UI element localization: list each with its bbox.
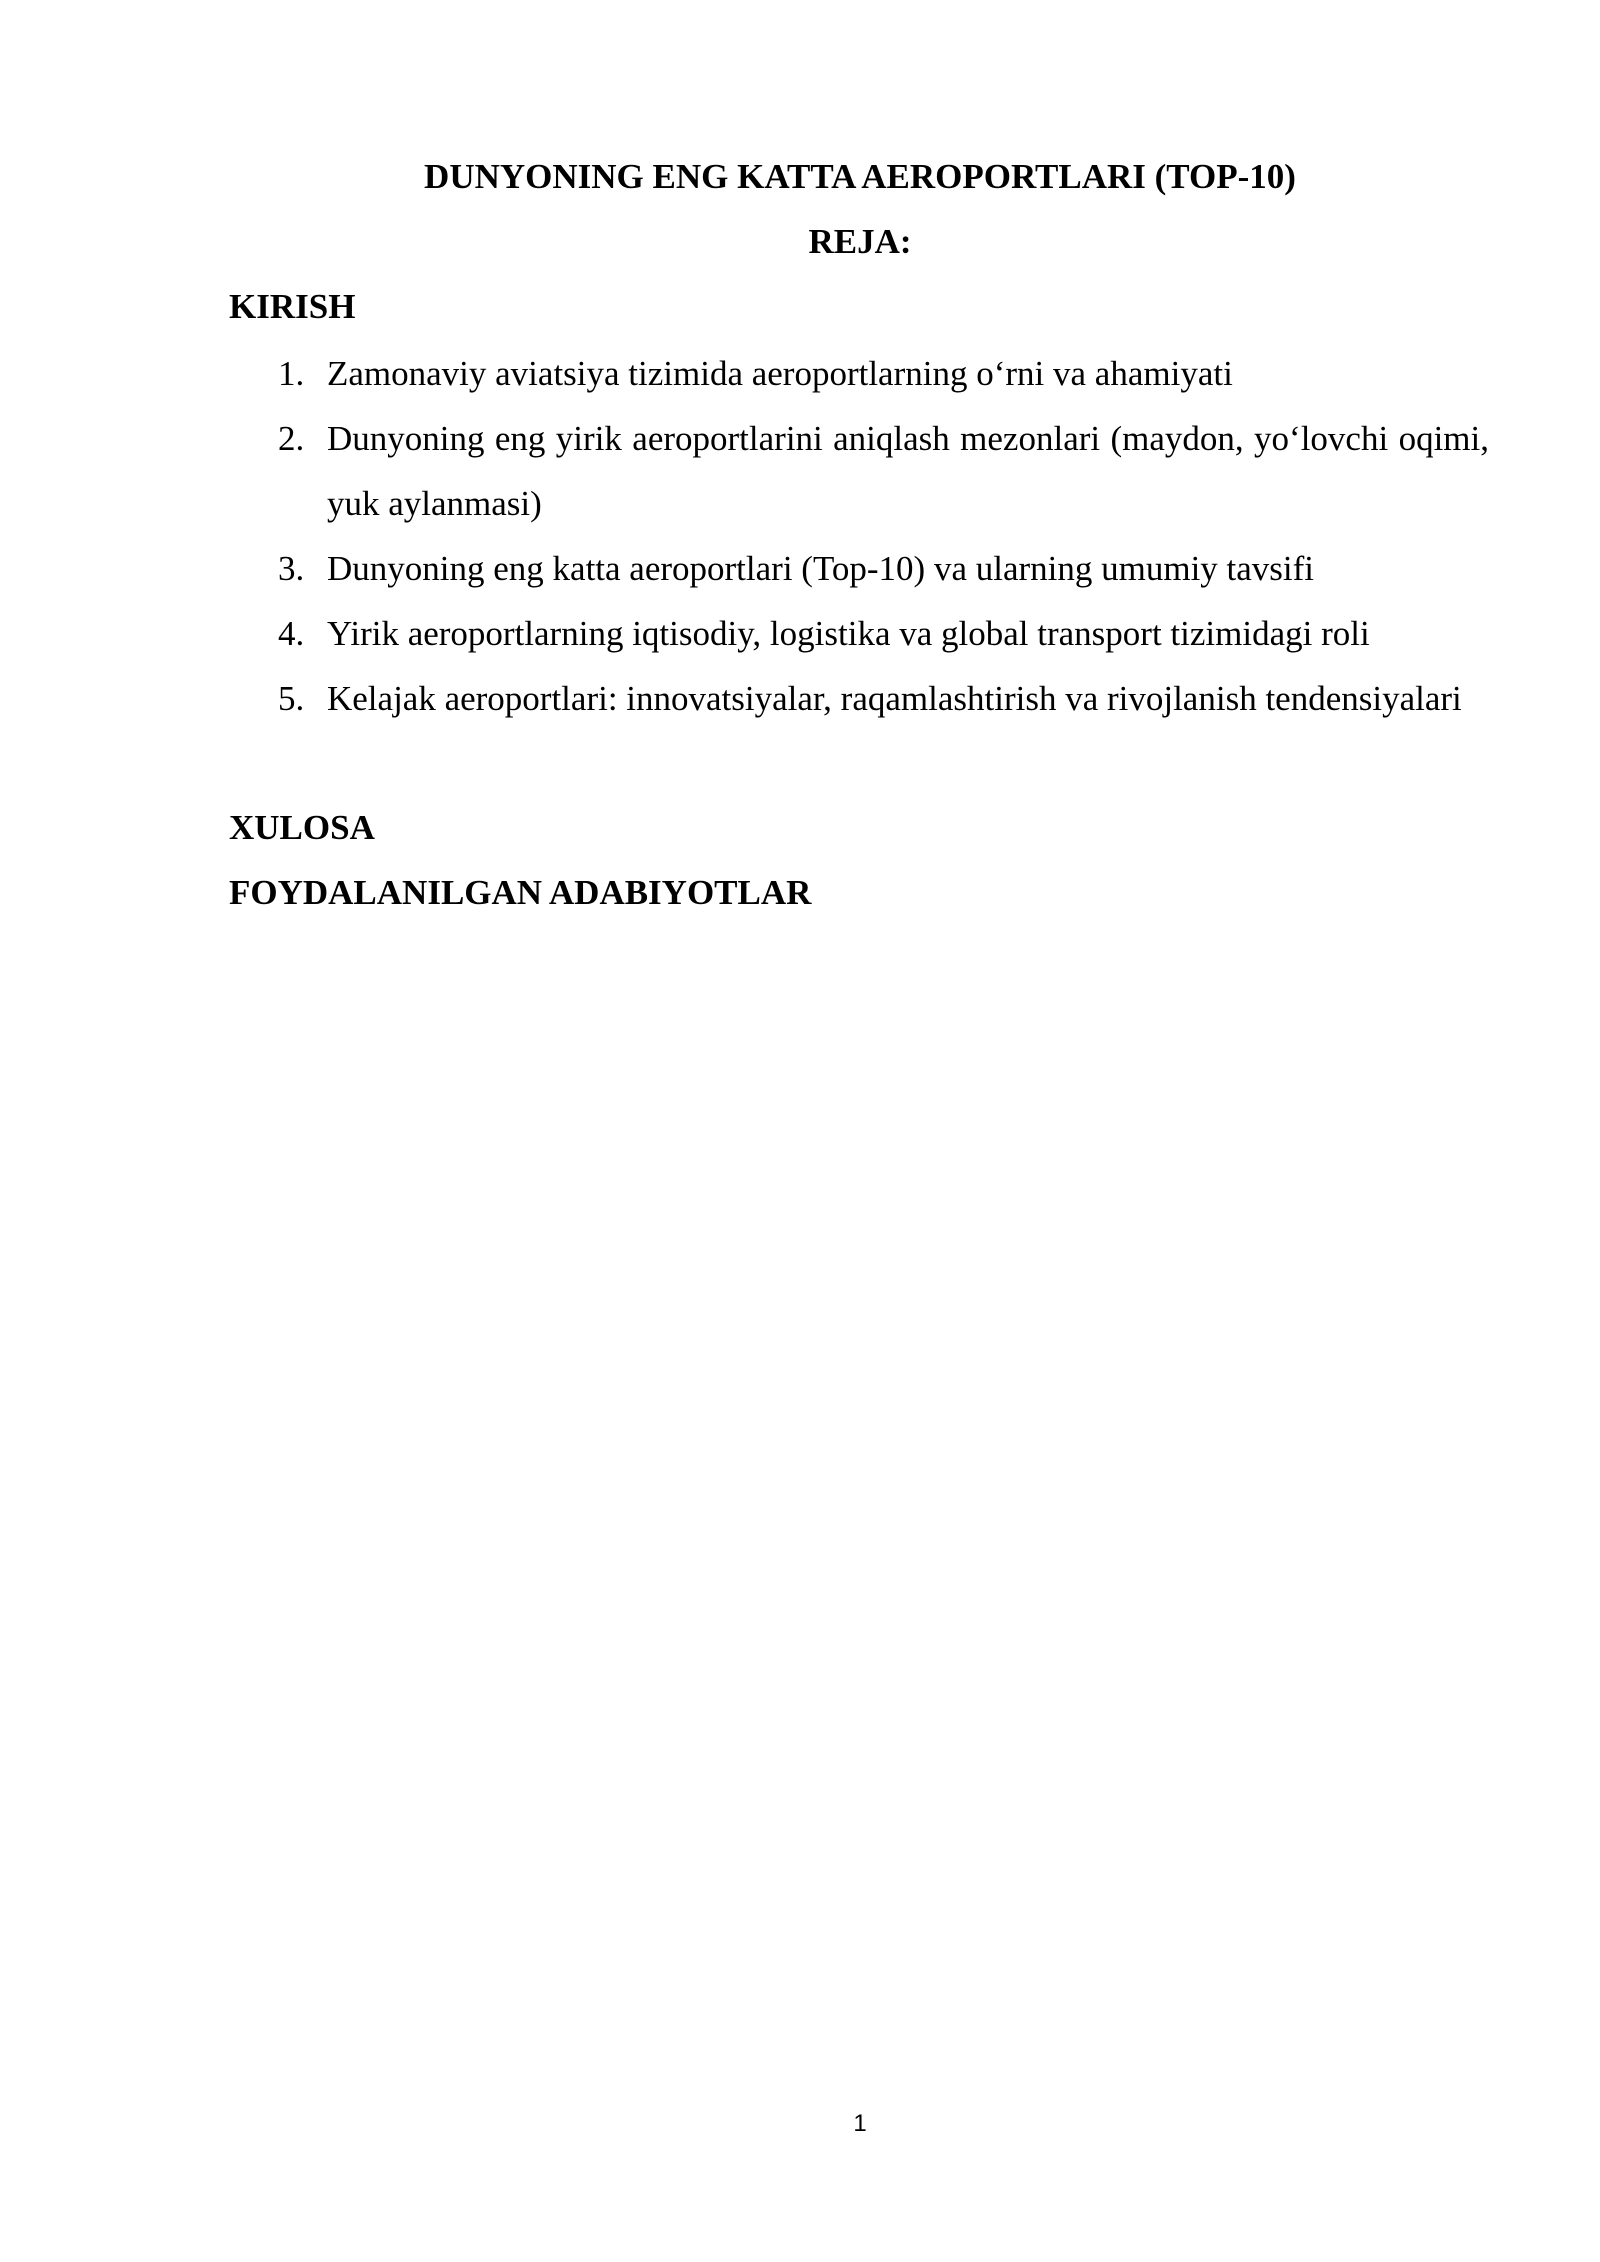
plan-heading: REJA: <box>808 222 912 261</box>
plan-item <box>229 341 1489 406</box>
plan-item-text: Zamonaviy aviatsiya tizimida aeroportlarning o‘rni va ahamiyati <box>327 354 1233 393</box>
plan-item-number: 4. <box>278 614 305 653</box>
plan-item-number: 1. <box>278 354 305 393</box>
plan-item <box>229 536 1489 601</box>
intro-heading: KIRISH <box>229 287 356 326</box>
plan-item-number: 5. <box>278 679 305 718</box>
references-heading: FOYDALANILGAN ADABIYOTLAR <box>229 873 812 912</box>
page-number: 1 <box>853 2110 867 2137</box>
conclusion-heading: XULOSA <box>229 808 375 847</box>
plan-item-text: Dunyoning eng katta aeroportlari (Top-10) va ularning umumiy tavsifi <box>327 549 1315 588</box>
plan-list <box>229 341 1489 731</box>
plan-item-number: 3. <box>278 549 305 588</box>
plan-item <box>229 601 1489 666</box>
plan-item-number: 2. <box>278 419 305 458</box>
plan-item <box>229 406 1489 536</box>
plan-item <box>229 666 1489 731</box>
plan-item-text: Kelajak aeroportlari: innovatsiyalar, raqamlashtirish va rivojlanish tendensiyalari <box>327 679 1462 718</box>
document-title: DUNYONING ENG KATTA AEROPORTLARI (TOP-10) <box>424 157 1296 196</box>
plan-item-text: Dunyoning eng yirik aeroportlarini aniqlash mezonlari (maydon, yo‘lovchi oqimi, yuk aylanmasi) <box>327 419 1489 523</box>
plan-item-text: Yirik aeroportlarning iqtisodiy, logistika va global transport tizimidagi roli <box>327 614 1370 653</box>
